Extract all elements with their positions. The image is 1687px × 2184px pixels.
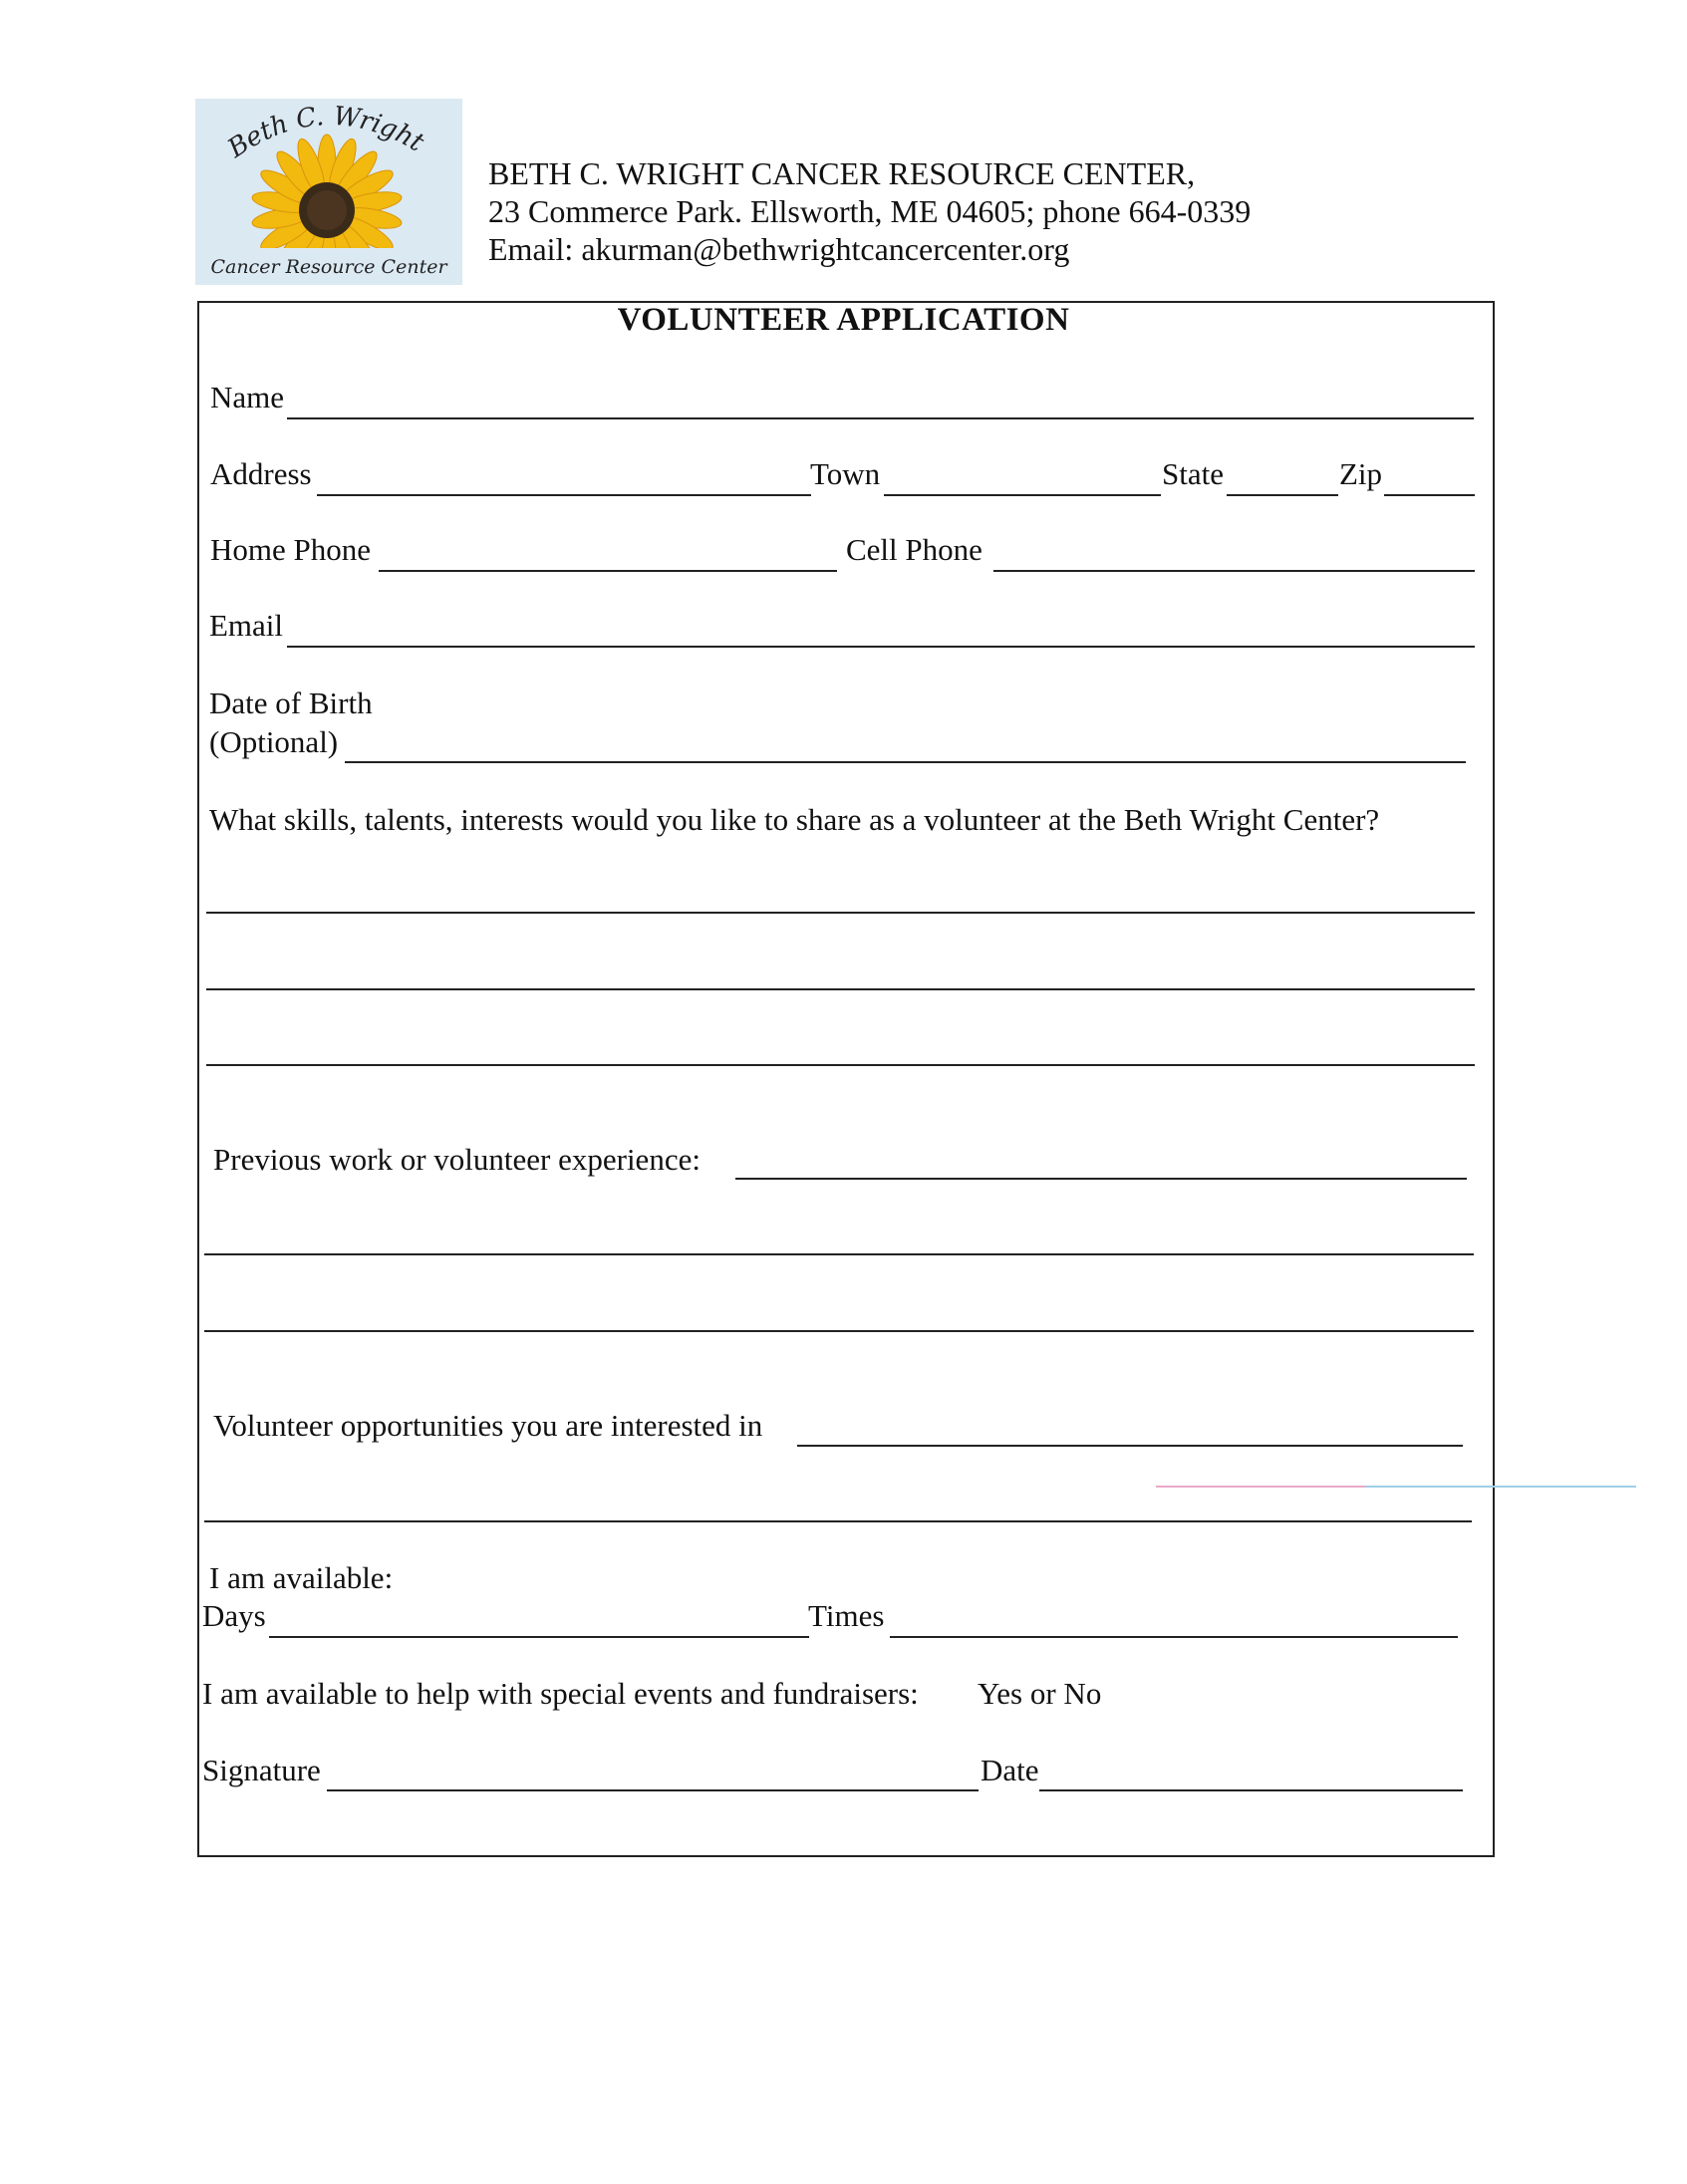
form-title: VOLUNTEER APPLICATION [617, 302, 1070, 338]
name-label: Name [210, 380, 285, 414]
email-field[interactable] [287, 646, 1475, 648]
scan-artifact-line-pink [1156, 1486, 1365, 1488]
skills-question: What skills, talents, interests would you like to share as a volunteer at the Beth Wright Center? [209, 802, 1380, 837]
experience-label: Previous work or volunteer experience: [213, 1142, 701, 1177]
cell-phone-field[interactable] [993, 570, 1475, 572]
dob-field[interactable] [345, 761, 1466, 763]
special-events-label: I am available to help with special events and fundraisers: [202, 1676, 919, 1711]
logo-bottom-text: Cancer Resource Center [210, 256, 447, 278]
town-field[interactable] [884, 494, 1161, 496]
cell-phone-label: Cell Phone [846, 532, 983, 567]
special-events-yes-no[interactable]: Yes or No [978, 1676, 1102, 1711]
org-address: 23 Commerce Park. Ellsworth, ME 04605; phone 664-0339 [488, 193, 1252, 229]
org-email: Email: akurman@bethwrightcancercenter.org [488, 231, 1070, 267]
date-field[interactable] [1039, 1789, 1463, 1791]
home-phone-field[interactable] [379, 570, 837, 572]
zip-label: Zip [1339, 456, 1383, 491]
org-name: BETH C. WRIGHT CANCER RESOURCE CENTER, [488, 155, 1196, 191]
organization-logo [195, 99, 462, 285]
times-field[interactable] [890, 1636, 1458, 1638]
opportunities-label: Volunteer opportunities you are interested in [213, 1408, 763, 1443]
experience-line-1[interactable] [735, 1178, 1467, 1180]
signature-label: Signature [202, 1753, 321, 1787]
sunflower-logo-icon [195, 99, 462, 285]
dob-optional-label: (Optional) [209, 724, 339, 759]
name-field[interactable] [287, 417, 1474, 419]
scan-artifact-line-blue [1365, 1486, 1636, 1488]
logo-top-text: Beth C. Wright [222, 101, 429, 164]
dob-label: Date of Birth [209, 685, 373, 720]
times-label: Times [808, 1598, 885, 1633]
skills-line-1[interactable] [206, 912, 1475, 914]
opportunities-line-1[interactable] [797, 1445, 1463, 1447]
state-label: State [1162, 456, 1224, 491]
home-phone-label: Home Phone [210, 532, 372, 567]
skills-line-2[interactable] [206, 988, 1475, 990]
state-field[interactable] [1227, 494, 1338, 496]
email-label: Email [209, 608, 284, 643]
date-label: Date [981, 1753, 1039, 1787]
town-label: Town [810, 456, 881, 491]
availability-label: I am available: [209, 1560, 394, 1595]
skills-line-3[interactable] [206, 1064, 1475, 1066]
days-label: Days [202, 1598, 266, 1633]
address-field[interactable] [317, 494, 811, 496]
opportunities-line-2[interactable] [204, 1520, 1472, 1522]
signature-field[interactable] [327, 1789, 979, 1791]
address-label: Address [210, 456, 312, 491]
zip-field[interactable] [1384, 494, 1475, 496]
experience-line-2[interactable] [204, 1253, 1474, 1255]
experience-line-3[interactable] [204, 1330, 1474, 1332]
days-field[interactable] [269, 1636, 809, 1638]
